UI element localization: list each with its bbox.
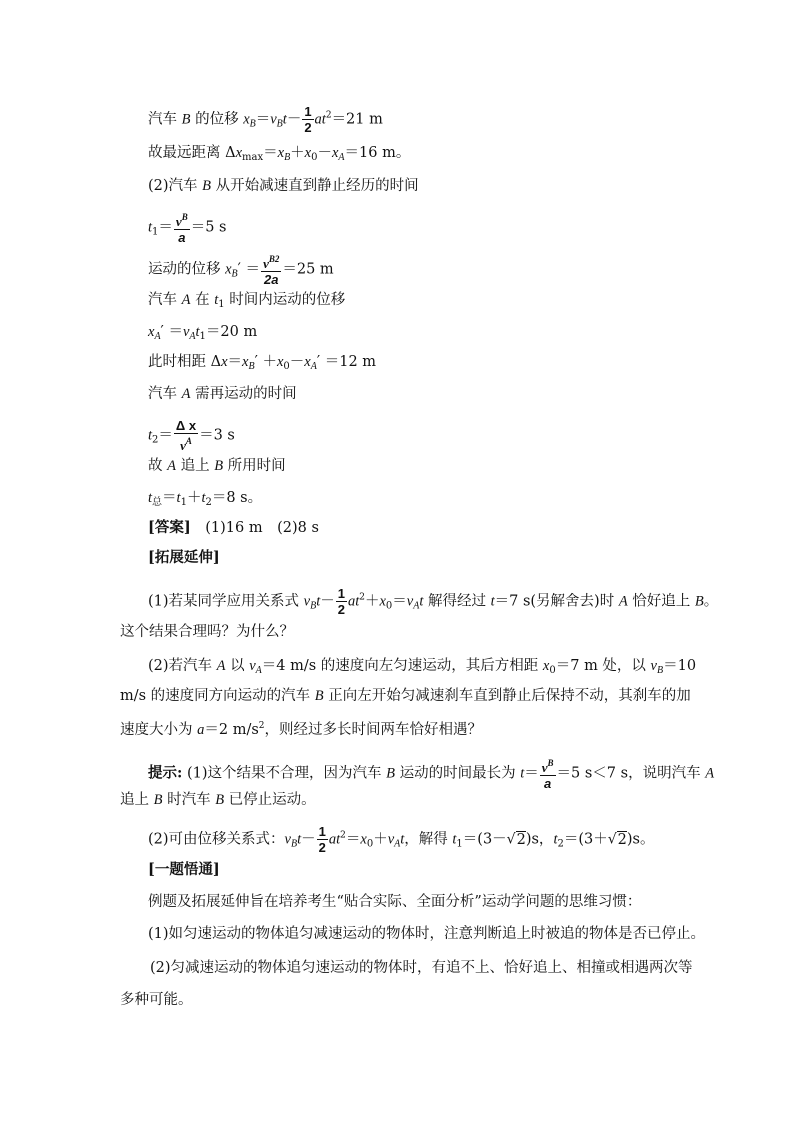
text-line [148, 322, 257, 347]
text-fragment: 2 [152, 434, 159, 446]
text-fragment: t [553, 831, 558, 848]
text-fragment: ＝5 s＜7 s，说明汽车 [556, 765, 706, 782]
text-fragment: 故最远距离 Δ [148, 145, 236, 161]
text-fragment: 总 [152, 497, 163, 508]
text-fragment: ＝ [524, 765, 539, 782]
text-fragment: 时汽车 [162, 792, 216, 808]
text-line [148, 210, 226, 245]
text-fragment: x [331, 145, 339, 161]
text-line [148, 176, 419, 196]
text-fragment: 1 [218, 299, 225, 310]
text-fragment: 2 [337, 602, 345, 617]
text-fragment: ＋ [364, 593, 380, 610]
text-line [120, 990, 193, 1010]
text-fragment: t [419, 593, 424, 610]
text-fragment: ＝ [227, 354, 243, 370]
fraction [540, 756, 556, 791]
text-fragment: (1)如匀速运动的物体追匀减速运动的物体时，注意判断追上时被追的物体是否已停止。 [148, 926, 706, 942]
text-fragment: ＝ [158, 219, 173, 236]
text-fragment: ＝2 m/s [204, 722, 259, 738]
text-fragment: (2)可由位移关系式： [148, 831, 285, 848]
text-line [148, 384, 297, 404]
text-fragment: A [413, 600, 420, 612]
text-fragment: B [314, 688, 324, 704]
text-fragment: 2 [205, 497, 212, 508]
text-fragment: x [243, 111, 250, 128]
text-fragment: B [248, 361, 255, 372]
text-fragment: 运动的位移 [148, 261, 226, 278]
text-fragment: v [175, 214, 182, 229]
text-fragment: － [289, 354, 305, 370]
text-fragment: B [202, 178, 212, 194]
text-fragment: v [541, 760, 548, 775]
text-fragment: ＝21 m [331, 111, 383, 128]
text-fragment: 2 [359, 592, 365, 603]
text-fragment: 0 [283, 361, 290, 372]
text-fragment: t [195, 324, 200, 340]
text-fragment: max [242, 152, 264, 163]
text-fragment: ＝20 m [205, 324, 258, 340]
text-fragment: x [379, 593, 386, 610]
text-fragment: B2 [268, 254, 280, 264]
text-fragment: 2a [263, 272, 279, 287]
text-fragment: v [182, 324, 190, 340]
text-fragment: v [406, 593, 414, 610]
text-line [120, 716, 482, 740]
text-fragment: 的位移 [190, 111, 244, 128]
text-fragment: t [201, 490, 206, 506]
text-fragment: B [656, 665, 664, 676]
text-fragment: B [215, 792, 225, 808]
text-fragment: A [338, 152, 345, 163]
text-line [148, 252, 334, 287]
text-fragment: ＝ [345, 831, 361, 848]
fraction [174, 210, 190, 245]
text-fragment: a [544, 776, 552, 791]
text-fragment: 运动的时间最长为 [394, 765, 521, 782]
text-fragment: x [242, 354, 249, 370]
text-fragment: B [214, 458, 224, 474]
text-fragment: √ [506, 831, 516, 848]
text-fragment: B [276, 118, 283, 130]
text-fragment: 1 [318, 824, 326, 839]
text-fragment: ′ ＝ [160, 324, 183, 340]
text-fragment: 故 [148, 458, 168, 474]
text-fragment: t [316, 593, 321, 610]
text-fragment [540, 756, 556, 776]
text-fragment: B [181, 212, 188, 222]
text-fragment: [拓展延伸] [148, 549, 220, 566]
text-fragment: 从开始减速直到静止经历的时间 [211, 178, 419, 194]
text-fragment: ＝ [255, 111, 271, 128]
text-fragment: v [284, 831, 291, 848]
text-fragment: ＝10 [663, 658, 697, 674]
text-fragment: － [317, 145, 332, 161]
text-fragment: ′ ＝12 m [316, 354, 377, 370]
text-fragment: at [328, 831, 341, 848]
text-fragment: 2 [325, 110, 332, 121]
text-fragment: 汽车 [148, 111, 182, 128]
text-fragment: A [167, 458, 176, 474]
text-fragment: ＝7 m 处，以 [555, 658, 651, 674]
text-fragment: B [284, 152, 291, 163]
text-fragment: A [216, 658, 226, 674]
text-fragment: 1 [180, 497, 187, 508]
text-fragment: B [231, 268, 238, 280]
text-fragment: 2 [340, 830, 346, 841]
text-fragment: (2)汽车 [148, 178, 203, 194]
text-line [148, 586, 718, 617]
text-fragment: ′ ＋ [254, 354, 277, 370]
text-fragment: A [705, 765, 715, 782]
text-fragment: x [148, 324, 155, 340]
text-fragment: t [176, 490, 181, 506]
text-fragment: [答案] [148, 519, 191, 536]
text-fragment: ＋ [290, 145, 305, 161]
text-fragment: A [154, 331, 161, 342]
text-fragment: at [314, 111, 326, 128]
text-fragment: 2 [516, 831, 526, 848]
text-fragment: v [270, 111, 277, 128]
text-fragment: x [235, 145, 243, 161]
text-fragment: B [290, 838, 298, 850]
text-fragment: ＝16 m。 [344, 145, 411, 161]
text-fragment: 追上 [175, 458, 215, 474]
text-fragment: t [452, 831, 457, 848]
text-fragment: 此时相距 Δ [148, 354, 222, 370]
text-fragment: 。 [703, 593, 719, 610]
text-fragment: v [180, 438, 186, 453]
text-line [148, 824, 655, 855]
section-heading [148, 860, 220, 880]
text-fragment: － [286, 111, 302, 128]
text-fragment: 恰好追上 [627, 593, 695, 610]
text-fragment: A [618, 593, 628, 610]
text-fragment [174, 434, 198, 453]
answer-line [148, 518, 319, 538]
text-fragment: )s， [525, 831, 554, 848]
text-fragment: v [387, 831, 395, 848]
text-fragment: ＝ [392, 593, 407, 610]
text-fragment: 例题及拓展延伸旨在培养考生“贴合实际、全面分析”运动学问题的思维习惯： [148, 894, 642, 910]
text-fragment: A [181, 386, 191, 402]
text-fragment: v [263, 256, 269, 271]
text-fragment: B [153, 792, 163, 808]
text-line [148, 418, 235, 453]
text-fragment [174, 210, 190, 230]
text-fragment: x [276, 354, 284, 370]
text-fragment: A [185, 436, 192, 446]
text-fragment: ＝25 m [282, 261, 334, 278]
text-fragment: 速度大小为 [120, 722, 198, 738]
text-fragment: 正向左开始匀减速刹车直到静止后保持不动，其刹车的加 [323, 688, 691, 704]
fraction [174, 418, 198, 453]
text-line [148, 892, 641, 912]
text-fragment: ＝4 m/s 的速度向左匀速运动，其后方相距 [261, 658, 543, 674]
text-fragment: ＝ [158, 427, 173, 444]
text-fragment: v [650, 658, 657, 674]
text-fragment: 提示: [148, 764, 183, 782]
text-fragment: B [181, 111, 191, 128]
text-fragment: A [310, 361, 317, 372]
text-fragment: (1)16 m (2)8 s [190, 520, 319, 536]
text-fragment: (1)若某同学应用关系式 [148, 593, 304, 610]
text-fragment: － [320, 593, 335, 610]
text-fragment: t [297, 831, 302, 848]
text-fragment: x [304, 145, 312, 161]
text-fragment: ＝7 s(另解舍去)时 [494, 593, 619, 610]
text-fragment: 追上 [120, 792, 154, 808]
text-fragment: 汽车 [148, 292, 182, 308]
text-fragment: ＋ [186, 490, 202, 506]
text-line [148, 656, 696, 681]
text-fragment: t [148, 490, 153, 506]
text-fragment: 0 [549, 665, 556, 676]
text-fragment: 汽车 [148, 386, 182, 402]
text-line [148, 488, 262, 513]
text-fragment: ＝5 s [190, 219, 227, 236]
text-fragment: ＝ [263, 145, 278, 161]
text-fragment: 2 [318, 840, 326, 855]
text-fragment: 以 [225, 658, 250, 674]
text-line [148, 143, 410, 168]
text-fragment: x [277, 145, 285, 161]
text-fragment: [一题悟通] [148, 861, 220, 878]
text-line [148, 456, 286, 476]
text-fragment: A [394, 838, 401, 850]
text-line [148, 352, 376, 377]
text-fragment: (1)这个结果不合理，因为汽车 [182, 765, 387, 782]
text-fragment: B [310, 600, 317, 612]
text-fragment: ＝ [162, 490, 177, 506]
text-line [120, 686, 691, 706]
text-fragment: m/s 的速度同方向运动的汽车 [120, 688, 315, 704]
text-fragment: a [197, 722, 205, 738]
text-fragment: √ [607, 831, 617, 848]
text-fragment: B [547, 758, 554, 768]
text-fragment: t [282, 111, 287, 128]
fraction [302, 104, 313, 135]
text-fragment: x [221, 354, 228, 370]
text-line [150, 958, 693, 978]
text-fragment: － [301, 831, 316, 848]
text-fragment: ＝(3＋ [563, 831, 608, 848]
text-fragment: (2)若汽车 [148, 658, 217, 674]
text-fragment: 2 [617, 831, 627, 848]
text-fragment: 2 [258, 721, 265, 731]
text-fragment: 1 [199, 331, 206, 342]
text-line [120, 622, 294, 642]
text-fragment: 解得经过 [423, 593, 491, 610]
text-fragment: ＝3 s [199, 427, 235, 444]
text-fragment: B [694, 593, 704, 610]
text-fragment: 已停止运动。 [224, 792, 316, 808]
text-fragment: )s。 [626, 831, 655, 848]
text-fragment: x [225, 261, 232, 278]
text-fragment: v [249, 658, 256, 674]
text-fragment: t [148, 219, 153, 236]
text-fragment: A [255, 665, 262, 676]
text-fragment: A [189, 331, 196, 342]
text-fragment: x [304, 354, 311, 370]
text-fragment: v [303, 593, 311, 610]
text-fragment: A [181, 292, 191, 308]
text-fragment: x [542, 658, 550, 674]
text-fragment: ，则经过多长时间两车恰好相遇？ [264, 722, 483, 738]
text-fragment [261, 252, 281, 272]
text-fragment: ，解得 [404, 831, 453, 848]
text-fragment: 所用时间 [223, 458, 286, 474]
text-fragment: 0 [311, 152, 318, 163]
text-fragment: 这个结果合理吗？为什么？ [120, 624, 294, 640]
section-heading [148, 548, 220, 568]
fraction [317, 824, 328, 855]
text-fragment: B [249, 118, 256, 130]
fraction [261, 252, 281, 287]
text-fragment: 1 [304, 104, 312, 119]
text-line [148, 290, 345, 315]
text-fragment: 1 [152, 226, 159, 238]
text-line [120, 790, 316, 810]
text-fragment: B [386, 765, 395, 782]
text-fragment: ′ ＝ [237, 261, 261, 278]
text-fragment: ＝8 s。 [211, 490, 263, 506]
text-fragment: 1 [456, 838, 463, 850]
text-fragment: x [360, 831, 367, 848]
text-line [148, 104, 383, 135]
text-fragment: Δ x [175, 418, 197, 433]
text-fragment: 需再运动的时间 [190, 386, 297, 402]
text-fragment: 0 [366, 838, 374, 850]
text-fragment: a [178, 230, 186, 245]
text-fragment: 0 [385, 600, 393, 612]
text-fragment: t [214, 292, 219, 308]
text-line [148, 924, 705, 944]
text-fragment: 在 [190, 292, 215, 308]
text-fragment: t [148, 427, 153, 444]
text-fragment: t [490, 593, 495, 610]
text-fragment: ＋ [373, 831, 388, 848]
text-fragment: at [347, 593, 360, 610]
text-fragment: t [400, 831, 405, 848]
fraction [336, 586, 347, 617]
text-fragment: 时间内运动的位移 [224, 292, 346, 308]
text-fragment: ＝(3－ [462, 831, 507, 848]
text-fragment: 2 [304, 120, 312, 135]
text-fragment: 1 [337, 586, 345, 601]
text-fragment: (2)匀减速运动的物体追匀速运动的物体时，有追不上、恰好追上、相撞或相遇两次等 [150, 960, 693, 976]
text-fragment: 2 [557, 838, 564, 850]
text-fragment: 多种可能。 [120, 992, 193, 1008]
hint-line [148, 756, 714, 791]
text-fragment: t [520, 765, 525, 782]
